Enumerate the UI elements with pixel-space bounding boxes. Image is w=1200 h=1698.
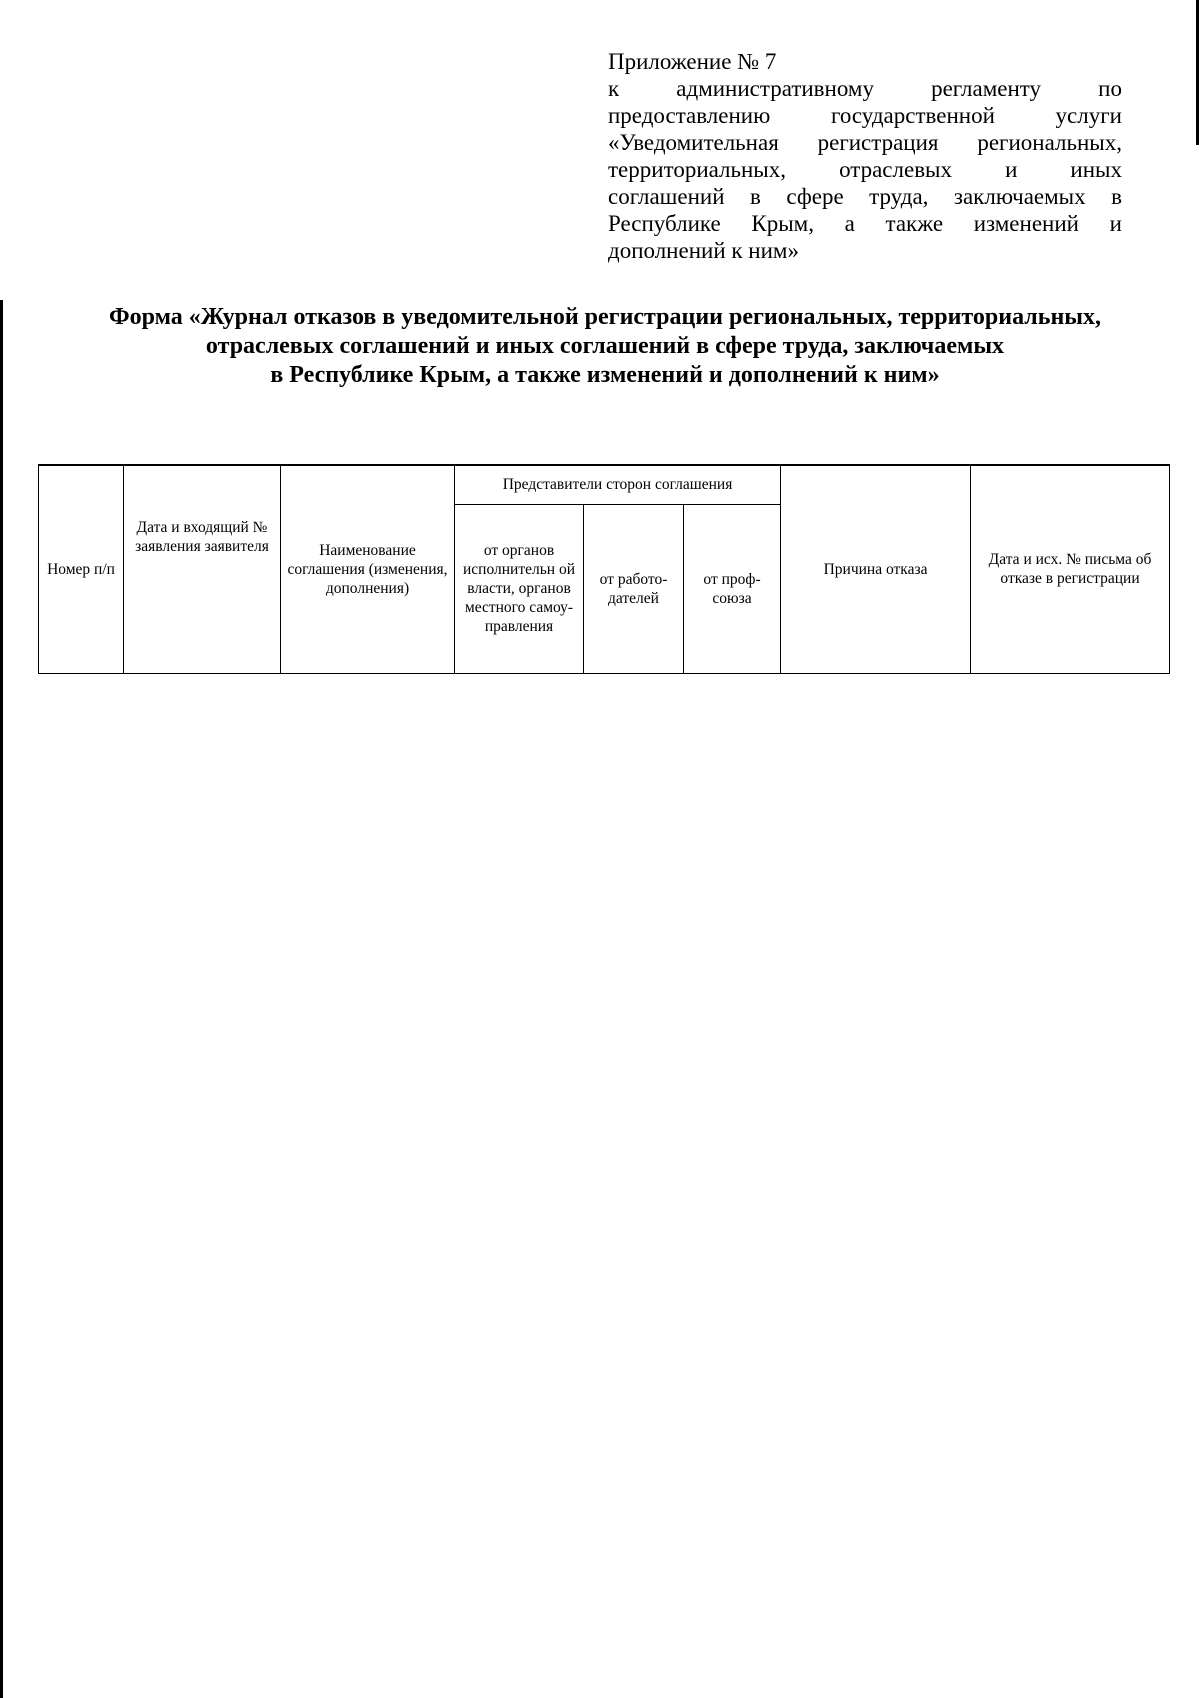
header-trade-union: от проф-союза: [684, 504, 781, 673]
form-title-line-1: Форма «Журнал отказов в уведомительной регистрации региональных, территориальных,: [108, 304, 1102, 330]
appendix-line: [608, 102, 1122, 129]
header-date-incoming: Дата и входящий № заявления заявителя: [124, 465, 281, 673]
appendix-line: [608, 129, 1122, 156]
appendix-word: сфере: [786, 184, 844, 209]
appendix-lines: [608, 75, 1122, 237]
appendix-word: в: [750, 184, 761, 209]
scan-edge-left: [0, 300, 3, 1698]
header-employers: от работо-дателей: [584, 504, 684, 673]
appendix-word: соглашений: [608, 184, 725, 209]
form-title-line-3: в Республике Крым, а также изменений и дополнений к ним»: [270, 362, 940, 388]
form-title: [40, 303, 1170, 390]
appendix-word: Крым,: [751, 211, 814, 236]
appendix-word: отраслевых: [839, 157, 953, 182]
journal-table: [38, 464, 1170, 674]
appendix-word: государственной: [830, 103, 995, 128]
appendix-word: регламенту: [931, 76, 1042, 101]
appendix-word: по: [1098, 76, 1122, 101]
appendix-header: [608, 48, 1122, 264]
header-representatives: Представители сторон соглашения: [455, 465, 781, 504]
appendix-word: и: [1005, 157, 1018, 182]
appendix-word: «Уведомительная: [608, 130, 779, 155]
form-title-line-2: отраслевых соглашений и иных соглашений в сфере труда, заключаемых: [205, 333, 1005, 359]
appendix-word: к: [608, 76, 620, 101]
appendix-word: труда,: [869, 184, 929, 209]
appendix-word: в: [1111, 184, 1122, 209]
appendix-word: а: [844, 211, 855, 236]
header-number: Номер п/п: [39, 465, 124, 673]
appendix-word: территориальных,: [608, 157, 787, 182]
appendix-word: услуги: [1055, 103, 1122, 128]
appendix-last-line: дополнений к ним»: [608, 238, 799, 263]
appendix-word: региональных,: [977, 130, 1122, 155]
header-executive-authorities: от органов исполнительн ой власти, органов местного самоу-правления: [455, 504, 584, 673]
appendix-word: и: [1109, 211, 1122, 236]
appendix-word: иных: [1070, 157, 1122, 182]
scan-edge-right: [1196, 0, 1199, 145]
appendix-word: административному: [676, 76, 874, 101]
appendix-word: предоставлению: [608, 103, 771, 128]
appendix-line: [608, 156, 1122, 183]
appendix-line: [608, 75, 1122, 102]
appendix-title: Приложение № 7: [608, 49, 777, 74]
header-refusal-reason: Причина отказа: [781, 465, 971, 673]
appendix-word: Республике: [608, 211, 721, 236]
appendix-line: [608, 183, 1122, 210]
appendix-word: регистрация: [817, 130, 939, 155]
header-refusal-letter: Дата и исх. № письма об отказе в регистрации: [971, 465, 1170, 673]
appendix-line: [608, 210, 1122, 237]
appendix-word: также: [885, 211, 944, 236]
appendix-word: изменений: [973, 211, 1079, 236]
appendix-word: заключаемых: [953, 184, 1086, 209]
header-agreement-name: Наименование соглашения (изменения, дополнения): [281, 465, 455, 673]
